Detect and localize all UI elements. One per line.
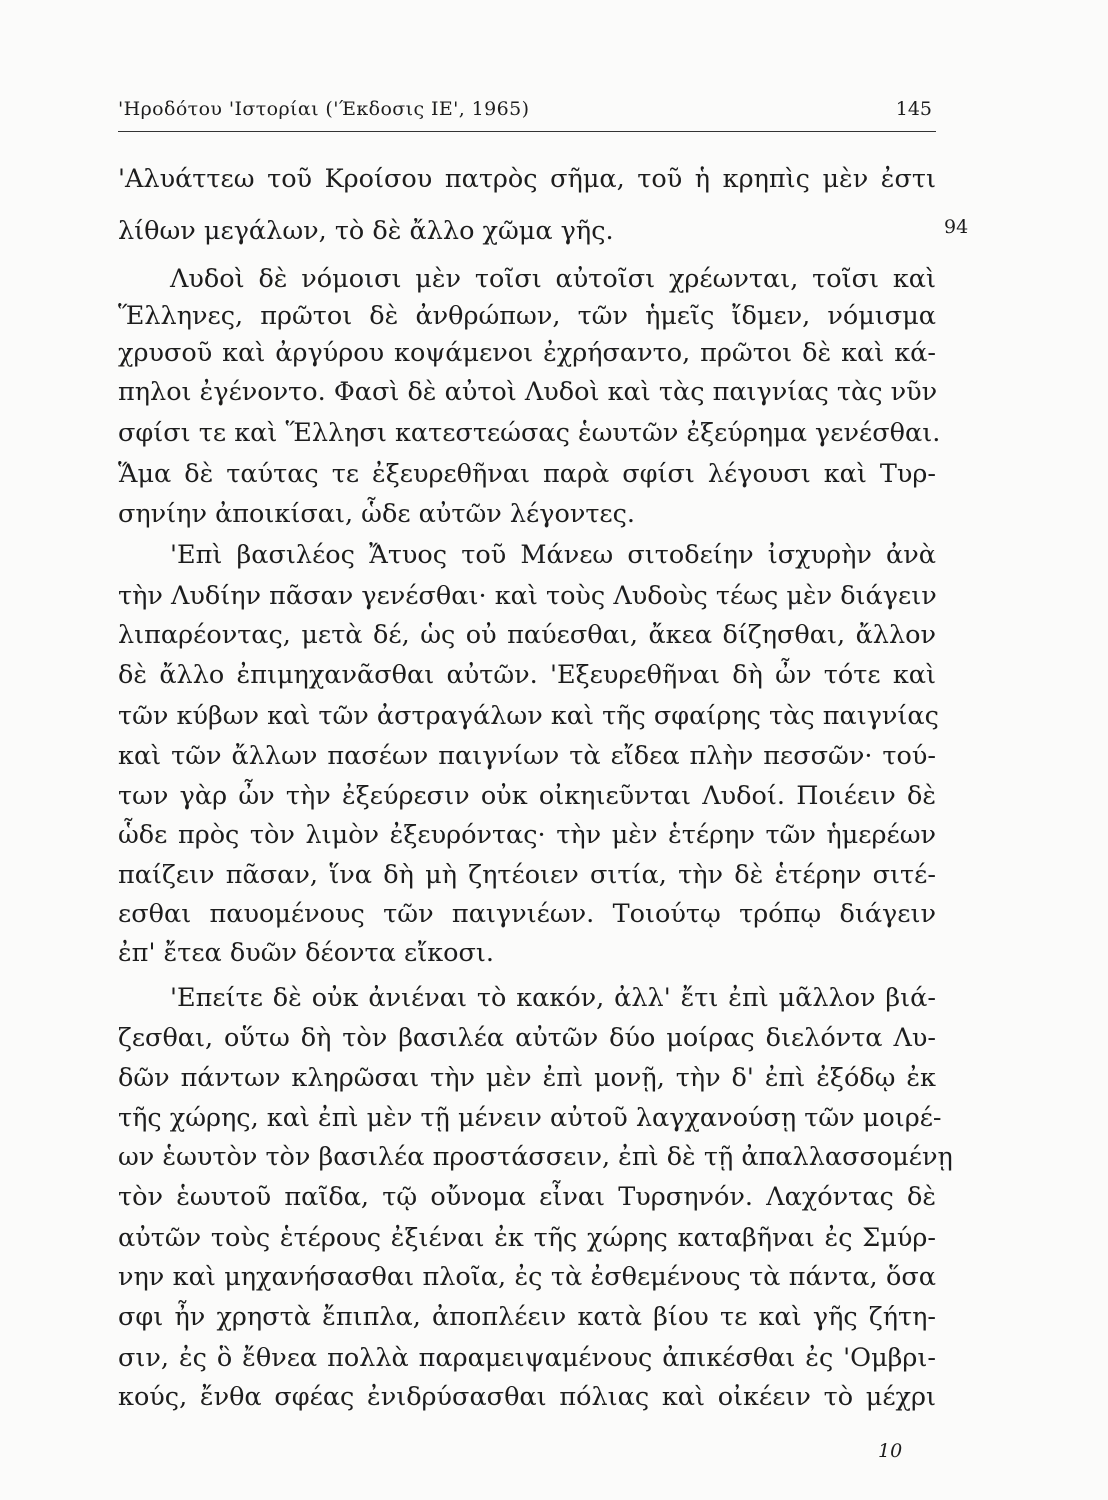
text-line: 'Επείτε δὲ οὐκ ἀνιέναι τὸ κακόν, ἀλλ' ἔτι ἐπὶ μᾶλλον βιά- bbox=[170, 983, 936, 1013]
text-line: Ἕλληνες, πρῶτοι δὲ ἀνθρώπων, τῶν ἡμεῖς ἴδμεν, νόμισμα bbox=[118, 301, 936, 331]
text-line: εσθαι παυομένους τῶν παιγνιέων. Τοιούτῳ τρόπῳ διάγειν bbox=[118, 899, 936, 929]
text-line: των γὰρ ὦν τὴν ἐξεύρεσιν οὐκ οἰκηιεῦνται Λυδοί. Ποιέειν δὲ bbox=[118, 781, 936, 811]
text-line: τὴν Λυδίην πᾶσαν γενέσθαι· καὶ τοὺς Λυδοὺς τέως μὲν διάγειν bbox=[118, 581, 937, 611]
text-line: λιπαρέοντας, μετὰ δέ, ὡς οὐ παύεσθαι, ἄκεα δίζησθαι, ἄλλον bbox=[118, 620, 936, 650]
text-line: ων ἑωυτὸν τὸν βασιλέα προστάσσειν, ἐπὶ δὲ τῇ ἀπαλλασσομένῃ bbox=[118, 1142, 953, 1172]
text-line: 'Επὶ βασιλέος Ἄτυος τοῦ Μάνεω σιτοδείην ἰσχυρὴν ἀνὰ bbox=[170, 540, 936, 570]
text-line: Ἅμα δὲ ταύτας τε ἐξευρεθῆναι παρὰ σφίσι λέγουσι καὶ Τυρ- bbox=[118, 459, 936, 489]
text-line: τῶν κύβων καὶ τῶν ἀστραγάλων καὶ τῆς σφαίρης τὰς παιγνίας bbox=[118, 701, 939, 731]
text-line: νην καὶ μηχανήσασθαι πλοῖα, ἐς τὰ ἐσθεμένους τὰ πάντα, ὅσα bbox=[118, 1262, 936, 1292]
text-line: χρυσοῦ καὶ ἀργύρου κοψάμενοι ἐχρήσαντο, πρῶτοι δὲ καὶ κά- bbox=[118, 338, 936, 368]
text-line: αὐτῶν τοὺς ἑτέρους ἐξιέναι ἐκ τῆς χώρης καταβῆναι ἐς Σμύρ- bbox=[118, 1223, 936, 1253]
text-line: Λυδοὶ δὲ νόμοισι μὲν τοῖσι αὐτοῖσι χρέωνται, τοῖσι καὶ bbox=[170, 264, 936, 294]
text-line: ζεσθαι, οὕτω δὴ τὸν βασιλέα αὐτῶν δύο μοίρας διελόντα Λυ- bbox=[118, 1023, 936, 1053]
text-line: παίζειν πᾶσαν, ἵνα δὴ μὴ ζητέοιεν σιτία, τὴν δὲ ἑτέρην σιτέ- bbox=[118, 860, 936, 890]
text-line: δῶν πάντων κληρῶσαι τὴν μὲν ἐπὶ μονῇ, τὴν δ' ἐπὶ ἐξόδῳ ἐκ bbox=[118, 1063, 936, 1093]
running-title: 'Ηροδότου 'Ιστορίαι ('Έκδοσις ΙΕ', 1965) bbox=[118, 98, 530, 120]
text-line: κούς, ἔνθα σφέας ἐνιδρύσασθαι πόλιας καὶ οἰκέειν τὸ μέχρι bbox=[118, 1382, 936, 1412]
text-line: ἐπ' ἔτεα δυῶν δέοντα εἴκοσι. bbox=[118, 938, 495, 968]
text-line: καὶ τῶν ἄλλων πασέων παιγνίων τὰ εἴδεα πλὴν πεσσῶν· τού- bbox=[118, 741, 936, 771]
text-line: ὧδε πρὸς τὸν λιμὸν ἐξευρόντας· τὴν μὲν ἑτέρην τῶν ἡμερέων bbox=[118, 820, 936, 850]
text-line: τῆς χώρης, καὶ ἐπὶ μὲν τῇ μένειν αὐτοῦ λαγχανούσῃ τῶν μοιρέ- bbox=[118, 1103, 942, 1133]
text-line: σηνίην ἀποικίσαι, ὧδε αὐτῶν λέγοντες. bbox=[118, 499, 636, 529]
text-line: σφίσι τε καὶ Ἕλλησι κατεστεώσας ἑωυτῶν ἐξεύρημα γενέσθαι. bbox=[118, 418, 941, 448]
header-rule bbox=[118, 131, 936, 132]
text-line: πηλοι ἐγένοντο. Φασὶ δὲ αὐτοὶ Λυδοὶ καὶ τὰς παιγνίας τὰς νῦν bbox=[118, 377, 938, 407]
running-head bbox=[118, 98, 936, 130]
text-line: 'Αλυάττεω τοῦ Κροίσου πατρὸς σῆμα, τοῦ ἡ κρηπὶς μὲν ἐστι bbox=[118, 164, 936, 194]
text-line: λίθων μεγάλων, τὸ δὲ ἄλλο χῶμα γῆς. bbox=[118, 216, 614, 246]
text-line: τὸν ἑωυτοῦ παῖδα, τῷ οὔνομα εἶναι Τυρσηνόν. Λαχόντας δὲ bbox=[118, 1182, 936, 1212]
page-number: 145 bbox=[895, 98, 932, 120]
text-line: σιν, ἐς ὃ ἔθνεα πολλὰ παραμειψαμένους ἀπικέσθαι ἐς 'Ομβρι- bbox=[118, 1343, 936, 1373]
text-line: δὲ ἄλλο ἐπιμηχανᾶσθαι αὐτῶν. 'Εξευρεθῆναι δὴ ὦν τότε καὶ bbox=[118, 660, 936, 690]
signature-mark: 10 bbox=[878, 1440, 903, 1462]
margin-section-number: 94 bbox=[944, 216, 969, 238]
text-line: σφι ἦν χρηστὰ ἔπιπλα, ἀποπλέειν κατὰ βίου τε καὶ γῆς ζήτη- bbox=[118, 1302, 936, 1332]
